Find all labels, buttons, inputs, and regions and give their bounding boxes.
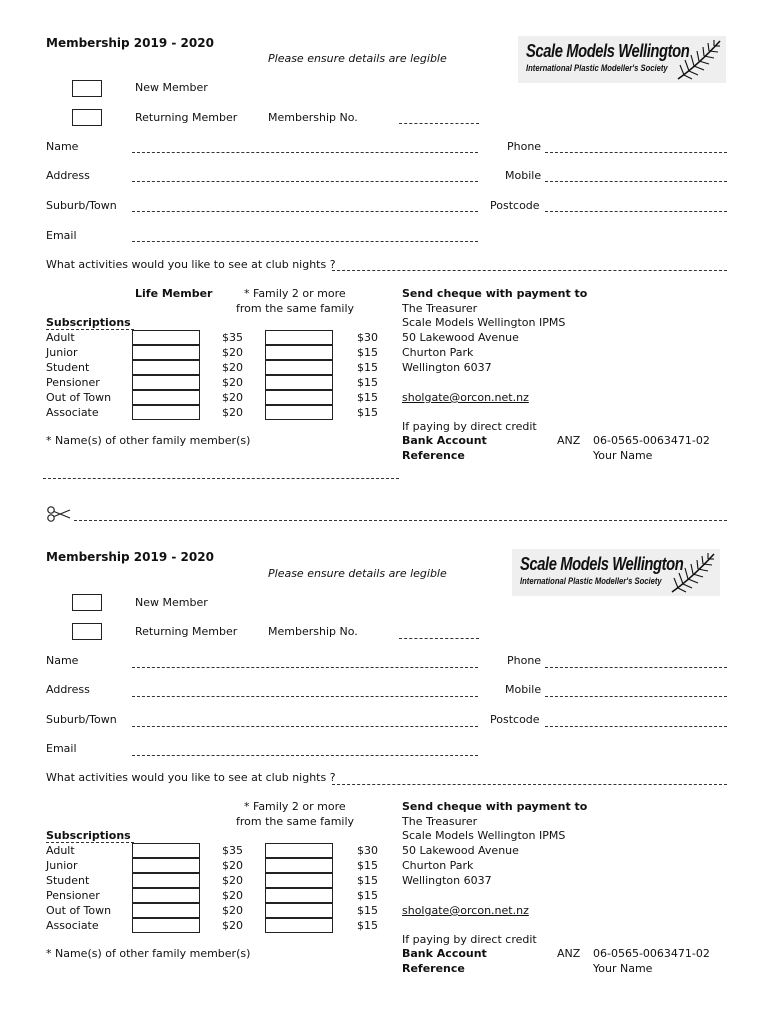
email-field[interactable] [132,755,478,756]
membership-no-field[interactable] [399,123,479,124]
new-member-label: New Member [135,596,208,609]
direct-credit-note: If paying by direct credit [402,933,537,946]
family-price-associate: $15 [357,406,378,419]
reference-label: Reference [402,962,465,975]
sub-label-pensioner: Pensioner [46,889,100,902]
sub-box-student[interactable] [132,873,200,888]
family-box-pensioner[interactable] [265,375,333,390]
membership-form-bottom [0,514,770,984]
address-line-4: Churton Park [402,346,474,359]
address-line-1: The Treasurer [402,302,478,315]
sub-box-out-of-town[interactable] [132,903,200,918]
bank-name: ANZ [557,434,581,447]
sub-price-out-of-town: $20 [222,904,243,917]
subscriptions-heading: Subscriptions [46,829,134,843]
bank-number: 06-0565-0063471-02 [593,434,710,447]
sub-label-junior: Junior [46,346,78,359]
family-price-adult: $30 [357,331,378,344]
family-box-student[interactable] [265,873,333,888]
membership-no-label: Membership No. [268,625,358,638]
bank-name: ANZ [557,947,581,960]
family-note-2: from the same family [236,302,355,315]
family-price-out-of-town: $15 [357,904,378,917]
sub-label-junior: Junior [46,859,78,872]
family-box-associate[interactable] [265,918,333,933]
membership-no-label: Membership No. [268,111,358,124]
contact-email-link[interactable]: sholgate@orcon.net.nz [402,391,529,404]
family-names-label: * Name(s) of other family member(s) [46,947,251,960]
form-title: Membership 2019 - 2020 [46,36,214,50]
sub-label-out-of-town: Out of Town [46,904,112,917]
activities-field[interactable] [332,270,727,271]
sub-label-associate: Associate [46,919,99,932]
family-box-out-of-town[interactable] [265,390,333,405]
family-price-pensioner: $15 [357,376,378,389]
address-line-5: Wellington 6037 [402,361,492,374]
suburb-label: Suburb/Town [46,199,117,212]
fern-icon [670,552,716,594]
family-note-1: * Family 2 or more [244,287,346,300]
legible-note: Please ensure details are legible [268,567,447,580]
postcode-label: Postcode [490,199,540,212]
fern-icon [676,39,722,81]
membership-form-top [0,0,770,470]
address-line-1: The Treasurer [402,815,478,828]
sub-box-pensioner[interactable] [132,375,200,390]
sub-price-adult: $35 [222,844,243,857]
sub-price-junior: $20 [222,859,243,872]
returning-member-checkbox[interactable] [72,623,102,640]
logo-title: Scale Models Wellington [520,554,684,574]
returning-member-checkbox[interactable] [72,109,102,126]
logo-subtitle: International Plastic Modeller's Society [520,576,662,586]
activities-label: What activities would you like to see at club nights ? [46,258,336,271]
sub-label-adult: Adult [46,331,75,344]
address-line-2: Scale Models Wellington IPMS [402,316,566,329]
name-label: Name [46,140,79,153]
address-label: Address [46,169,90,182]
sub-box-adult[interactable] [132,843,200,858]
family-price-associate: $15 [357,919,378,932]
sub-price-student: $20 [222,361,243,374]
reference-value: Your Name [593,449,653,462]
new-member-checkbox[interactable] [72,80,102,97]
sub-price-pensioner: $20 [222,889,243,902]
bank-account-label: Bank Account [402,947,487,960]
family-box-student[interactable] [265,360,333,375]
family-box-adult[interactable] [265,843,333,858]
suburb-field[interactable] [132,726,478,727]
mobile-label: Mobile [505,683,542,696]
family-note-1: * Family 2 or more [244,800,346,813]
sub-label-pensioner: Pensioner [46,376,100,389]
phone-field[interactable] [545,152,727,153]
sub-box-pensioner[interactable] [132,888,200,903]
sub-label-student: Student [46,361,90,374]
email-field[interactable] [132,241,478,242]
address-label: Address [46,683,90,696]
form-title: Membership 2019 - 2020 [46,550,214,564]
family-price-junior: $15 [357,346,378,359]
sub-price-associate: $20 [222,406,243,419]
sub-box-associate[interactable] [132,918,200,933]
address-field[interactable] [132,181,478,182]
family-box-junior[interactable] [265,345,333,360]
email-label: Email [46,742,77,755]
address-line-4: Churton Park [402,859,474,872]
life-member-heading: Life Member [135,287,213,300]
logo-title: Scale Models Wellington [526,41,690,61]
family-price-out-of-town: $15 [357,391,378,404]
family-note-2: from the same family [236,815,355,828]
sub-box-associate[interactable] [132,405,200,420]
suburb-label: Suburb/Town [46,713,117,726]
address-line-3: 50 Lakewood Avenue [402,331,519,344]
activities-field[interactable] [332,784,727,785]
reference-label: Reference [402,449,465,462]
phone-label: Phone [507,140,542,153]
sub-price-junior: $20 [222,346,243,359]
family-price-adult: $30 [357,844,378,857]
mobile-field[interactable] [545,181,727,182]
family-box-pensioner[interactable] [265,888,333,903]
returning-member-label: Returning Member [135,111,238,124]
club-logo [512,549,720,596]
email-label: Email [46,229,77,242]
sub-price-pensioner: $20 [222,376,243,389]
name-label: Name [46,654,79,667]
activities-label: What activities would you like to see at club nights ? [46,771,336,784]
sub-box-junior[interactable] [132,858,200,873]
sub-label-associate: Associate [46,406,99,419]
reference-value: Your Name [593,962,653,975]
send-heading: Send cheque with payment to [402,800,588,813]
sub-label-adult: Adult [46,844,75,857]
new-member-label: New Member [135,81,208,94]
returning-member-label: Returning Member [135,625,238,638]
bank-number: 06-0565-0063471-02 [593,947,710,960]
address-line-5: Wellington 6037 [402,874,492,887]
family-price-student: $15 [357,874,378,887]
subscriptions-heading: Subscriptions [46,316,134,330]
sub-price-adult: $35 [222,331,243,344]
phone-label: Phone [507,654,542,667]
postcode-label: Postcode [490,713,540,726]
address-line-2: Scale Models Wellington IPMS [402,829,566,842]
family-names-label: * Name(s) of other family member(s) [46,434,251,447]
new-member-checkbox[interactable] [72,594,102,611]
address-line-3: 50 Lakewood Avenue [402,844,519,857]
send-heading: Send cheque with payment to [402,287,588,300]
direct-credit-note: If paying by direct credit [402,420,537,433]
contact-email-link[interactable]: sholgate@orcon.net.nz [402,904,529,917]
sub-label-out-of-town: Out of Town [46,391,112,404]
sub-label-student: Student [46,874,90,887]
phone-field[interactable] [545,667,727,668]
family-price-pensioner: $15 [357,889,378,902]
sub-price-out-of-town: $20 [222,391,243,404]
suburb-field[interactable] [132,211,478,212]
family-price-student: $15 [357,361,378,374]
sub-box-out-of-town[interactable] [132,390,200,405]
legible-note: Please ensure details are legible [268,52,447,65]
logo-subtitle: International Plastic Modeller's Society [526,63,668,73]
club-logo [518,36,726,83]
membership-no-field[interactable] [399,638,479,639]
postcode-field[interactable] [545,726,727,727]
family-box-associate[interactable] [265,405,333,420]
sub-box-junior[interactable] [132,345,200,360]
sub-box-student[interactable] [132,360,200,375]
address-field[interactable] [132,696,478,697]
family-box-out-of-town[interactable] [265,903,333,918]
family-names-field[interactable] [43,478,399,479]
family-price-junior: $15 [357,859,378,872]
bank-account-label: Bank Account [402,434,487,447]
mobile-label: Mobile [505,169,542,182]
sub-price-student: $20 [222,874,243,887]
family-box-junior[interactable] [265,858,333,873]
postcode-field[interactable] [545,211,727,212]
name-field[interactable] [132,667,478,668]
name-field[interactable] [132,152,478,153]
sub-price-associate: $20 [222,919,243,932]
mobile-field[interactable] [545,696,727,697]
family-box-adult[interactable] [265,330,333,345]
sub-box-adult[interactable] [132,330,200,345]
